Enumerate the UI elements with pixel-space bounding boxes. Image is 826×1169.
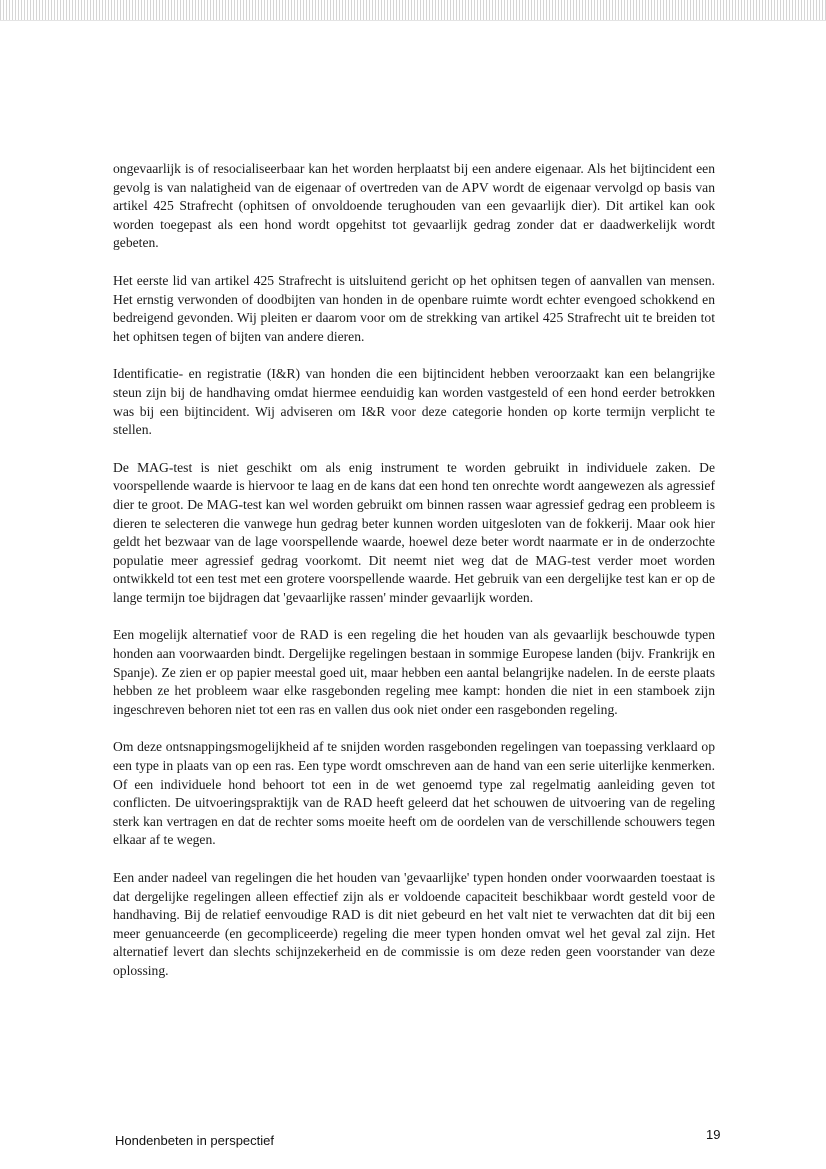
scan-edge (0, 0, 826, 21)
paragraph: Identificatie- en registratie (I&R) van honden die een bijtincident hebben veroorzaakt kan een belangrijke steun zijn bij de handhaving omdat hiermee eenduidig kan worden vastgesteld of een hond eerder betrokken was bij een bijtincident. Wij adviseren om I&R voor deze categorie honden op korte termijn verplicht te stellen. (113, 366, 715, 438)
paragraph: ongevaarlijk is of resocialiseerbaar kan het worden herplaatst bij een andere eigenaar. Als het bijtincident een gevolg is van nalatigheid van de eigenaar of overtreden van de APV wordt de eigenaar vervolgd op basis van artikel 425 Strafrecht (ophitsen of onvoldoende terughouden van een gevaarlijk dier). Dit artikel kan ook worden toegepast als een hond wordt opgehitst tot gevaarlijk gedrag zonder dat er daadwerkelijk wordt gebeten. (113, 161, 715, 251)
paragraph: Om deze ontsnappingsmogelijkheid af te snijden worden rasgebonden regelingen van toepassing verklaard op een type in plaats van op een ras. Een type wordt omschreven aan de hand van een serie uiterlijke kenmerken. Of een individuele hond behoort tot een in de wet genoemd type zal regelmatig aanleiding geven tot conflicten. De uitvoeringspraktijk van de RAD heeft geleerd dat het schouwen de uitvoering van de regeling sterk kan vertragen en dat de rechter soms moeite heeft om de oordelen van de verschillende schouwers tegen elkaar af te wegen. (113, 739, 715, 848)
footer-title: Hondenbeten in perspectief (115, 1133, 275, 1148)
page-number: 19 (706, 1127, 721, 1142)
paragraph: Het eerste lid van artikel 425 Strafrecht is uitsluitend gericht op het ophitsen tegen of aanvallen van mensen. Het ernstig verwonden of doodbijten van honden in de openbare ruimte wordt echter evengoed schokkend en bedreigend gevonden. Wij pleiten er daarom voor om de strekking van artikel 425 Strafrecht uit te breiden tot het ophitsen tegen of bijten van andere dieren. (113, 272, 715, 344)
document-body (113, 160, 715, 1000)
paragraph: Een mogelijk alternatief voor de RAD is een regeling die het houden van als gevaarlijk beschouwde typen honden aan voorwaarden bindt. Dergelijke regelingen bestaan in sommige Europese landen (bijv. Frankrijk en Spanje). Ze zien er op papier meestal goed uit, maar hebben een aantal belangrijke nadelen. In de eerste plaats hebben ze het probleem waar elke rasgebonden regeling mee kampt: honden die niet in een stamboek zijn ingeschreven behoren niet tot een ras en vallen dus ook niet onder een rasgebonden regeling. (113, 627, 715, 717)
paragraph: Een ander nadeel van regelingen die het houden van 'gevaarlijke' typen honden onder voorwaarden toestaat is dat dergelijke regelingen alleen effectief zijn als er voldoende capaciteit beschikbaar wordt gesteld voor de handhaving. Bij de relatief eenvoudige RAD is dit niet gebeurd en het valt niet te verwachten dat dit bij een meer genuanceerde (en gecompliceerde) regeling die meer typen honden omvat wel het geval zal zijn. Het alternatief levert dan slechts schijnzekerheid en de commissie is om deze reden geen voorstander van deze oplossing. (113, 870, 715, 978)
paragraph: De MAG-test is niet geschikt om als enig instrument te worden gebruikt in individuele zaken. De voorspellende waarde is hiervoor te laag en de kans dat een hond ten onrechte wordt aangewezen als agressief dier te groot. De MAG-test kan wel worden gebruikt om binnen rassen waar agressief gedrag een probleem is dieren te selecteren die vanwege hun gedrag beter kunnen worden uitgesloten van de fokkerij. Maar ook hier geldt het bezwaar van de lage voorspellende waarde, hoewel deze beter wordt naarmate er in de onderzochte populatie meer agressief gedrag voorkomt. Dit neemt niet weg dat de MAG-test verder moet worden ontwikkeld tot een test met een grotere voorspellende waarde. Het gebruik van een dergelijke test kan er op de lange termijn toe bijdragen dat 'gevaarlijke rassen' minder gevaarlijk worden. (113, 459, 715, 605)
